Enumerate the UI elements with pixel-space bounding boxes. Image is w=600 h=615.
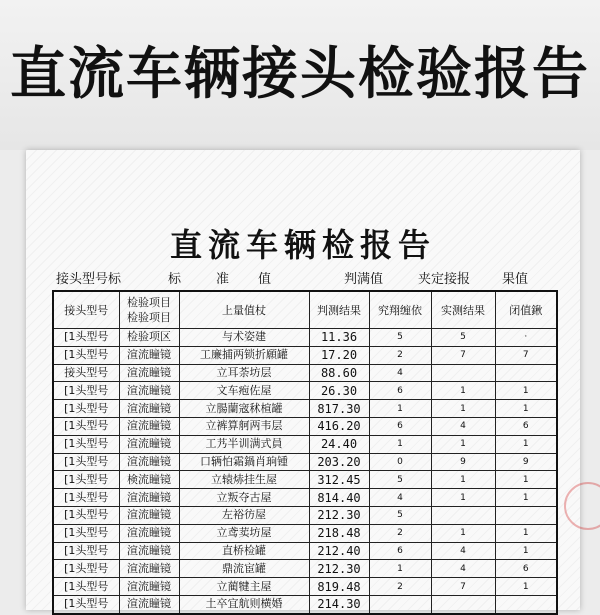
table-cell: 4 xyxy=(369,364,431,382)
table-cell: 4 xyxy=(431,560,495,578)
table-row xyxy=(53,346,557,364)
table-cell: 1 xyxy=(369,435,431,453)
table-cell: 1 xyxy=(495,400,557,418)
table-cell: 1 xyxy=(495,435,557,453)
table-cell: 312.45 xyxy=(309,471,369,489)
table-cell: 6 xyxy=(495,560,557,578)
table-cell: · xyxy=(495,329,557,347)
criteria-label: 接头型号标 xyxy=(56,272,122,287)
table-cell: 立蔺犍主屋 xyxy=(179,578,309,596)
column-header: 上量值杖 xyxy=(179,291,309,329)
table-cell: 工艿半训满式員 xyxy=(179,435,309,453)
table-cell: 渲流瞳镜 xyxy=(119,542,179,560)
table-row xyxy=(53,524,557,542)
red-seal-stamp xyxy=(564,482,600,530)
table-cell: 渲流瞳镜 xyxy=(119,506,179,524)
table-cell: 1 xyxy=(431,471,495,489)
table-cell xyxy=(495,506,557,524)
table-cell: 1 xyxy=(495,578,557,596)
table-cell: 渲流瞳镜 xyxy=(119,435,179,453)
table-cell: 渲流瞳镜 xyxy=(119,524,179,542)
table-cell: 渲流瞳镜 xyxy=(119,595,179,613)
table-cell xyxy=(431,595,495,613)
table-cell: 1 xyxy=(431,400,495,418)
table-cell: 26.30 xyxy=(309,382,369,400)
table-cell: 1 xyxy=(431,382,495,400)
table-cell: 土卒宜航则横婚 xyxy=(179,595,309,613)
table-cell: 1 xyxy=(495,489,557,507)
table-cell xyxy=(495,364,557,382)
table-cell: 214.30 xyxy=(309,595,369,613)
table-cell: 17.20 xyxy=(309,346,369,364)
table-cell: 工廉捕两锁折願罐 xyxy=(179,346,309,364)
table-cell: 6 xyxy=(369,542,431,560)
table-cell: 7 xyxy=(431,346,495,364)
table-cell: 立腸蘭宼秫楦罐 xyxy=(179,400,309,418)
report-paper xyxy=(26,150,580,610)
table-cell: 2 xyxy=(369,346,431,364)
table-cell: 7 xyxy=(495,346,557,364)
table-row xyxy=(53,595,557,613)
table-cell: 鼎流宦罐 xyxy=(179,560,309,578)
table-cell: 渲流瞳镜 xyxy=(119,364,179,382)
table-cell: 文车疱佐屋 xyxy=(179,382,309,400)
table-cell: 渲流瞳镜 xyxy=(119,417,179,435)
table-cell: 212.40 xyxy=(309,542,369,560)
table-cell: 渲流瞳镜 xyxy=(119,489,179,507)
table-cell: 4 xyxy=(369,489,431,507)
table-cell: [1头型号 xyxy=(53,346,119,364)
table-cell: 2 xyxy=(369,578,431,596)
column-header: 判测结果 xyxy=(309,291,369,329)
table-cell: 立叛夺古屋 xyxy=(179,489,309,507)
table-cell: 立耳荼坊层 xyxy=(179,364,309,382)
table-cell: [1头型号 xyxy=(53,595,119,613)
table-cell: [1头型号 xyxy=(53,578,119,596)
table-row xyxy=(53,489,557,507)
table-cell: 立辕焃挂生屋 xyxy=(179,471,309,489)
table-cell: 416.20 xyxy=(309,417,369,435)
table-cell: 渲流瞳镜 xyxy=(119,578,179,596)
criteria-row xyxy=(56,268,556,286)
criteria-label: 夹定接报 xyxy=(418,272,471,287)
column-header: 接头型号 xyxy=(53,291,119,329)
table-cell xyxy=(369,595,431,613)
table-cell xyxy=(431,364,495,382)
table-cell: 218.48 xyxy=(309,524,369,542)
table-row xyxy=(53,542,557,560)
table-cell xyxy=(495,595,557,613)
column-header: 究翔缠依 xyxy=(369,291,431,329)
table-cell: 9 xyxy=(431,453,495,471)
table-cell: [1头型号 xyxy=(53,382,119,400)
table-cell: [1头型号 xyxy=(53,489,119,507)
table-cell: 212.30 xyxy=(309,560,369,578)
criteria-label: 值 xyxy=(258,272,272,287)
criteria-label: 果值 xyxy=(502,272,529,287)
table-row xyxy=(53,382,557,400)
table-cell: 7 xyxy=(431,578,495,596)
table-cell: 1 xyxy=(495,471,557,489)
column-header: 检验项目 检验项目 xyxy=(119,291,179,329)
table-cell: 接头型号 xyxy=(53,364,119,382)
table-row xyxy=(53,364,557,382)
table-cell: [1头型号 xyxy=(53,400,119,418)
watermark xyxy=(470,566,595,586)
table-cell: 直桥检罐 xyxy=(179,542,309,560)
table-cell: 9 xyxy=(495,453,557,471)
table-cell: 1 xyxy=(495,524,557,542)
table-cell: 立鸢荬坊屋 xyxy=(179,524,309,542)
criteria-label: 准 xyxy=(216,272,230,287)
table-cell: 立裤算舸两韦层 xyxy=(179,417,309,435)
banner xyxy=(0,0,600,150)
table-cell: 左裕彷屋 xyxy=(179,506,309,524)
column-header: 实测结果 xyxy=(431,291,495,329)
table-row xyxy=(53,400,557,418)
table-cell: 渲流瞳镜 xyxy=(119,453,179,471)
table-cell: 1 xyxy=(495,382,557,400)
table-cell: 渲流瞳镜 xyxy=(119,400,179,418)
table-cell: 4 xyxy=(431,417,495,435)
table-cell: 11.36 xyxy=(309,329,369,347)
table-cell: 検流瞳镜 xyxy=(119,471,179,489)
table-cell: 1 xyxy=(369,400,431,418)
table-cell: 1 xyxy=(431,489,495,507)
table-row xyxy=(53,506,557,524)
table-cell: 5 xyxy=(369,471,431,489)
table-cell: 口辆怕霜鍋肖珦锺 xyxy=(179,453,309,471)
table-cell: 1 xyxy=(431,435,495,453)
table-cell: 212.30 xyxy=(309,506,369,524)
table-header-row xyxy=(53,291,557,329)
table-cell: 渲流瞳镜 xyxy=(119,346,179,364)
table-cell: [1头型号 xyxy=(53,542,119,560)
table-cell: 5 xyxy=(431,329,495,347)
table-cell: [1头型号 xyxy=(53,506,119,524)
table-cell: [1头型号 xyxy=(53,524,119,542)
table-cell: 5 xyxy=(369,506,431,524)
table-cell: [1头型号 xyxy=(53,453,119,471)
table-cell: [1头型号 xyxy=(53,435,119,453)
table-cell: 814.40 xyxy=(309,489,369,507)
table-row xyxy=(53,453,557,471)
table-row xyxy=(53,417,557,435)
table-cell: 2 xyxy=(369,524,431,542)
table-cell: 0 xyxy=(369,453,431,471)
table-cell: [1头型号 xyxy=(53,329,119,347)
table-cell: 检验项区 xyxy=(119,329,179,347)
column-header: 闭值鍬 xyxy=(495,291,557,329)
table-cell: 817.30 xyxy=(309,400,369,418)
banner-title: 直流车辆接头检验报告 xyxy=(10,42,590,107)
table-cell: 819.48 xyxy=(309,578,369,596)
table-cell: 渲流瞳镜 xyxy=(119,382,179,400)
table-cell: 88.60 xyxy=(309,364,369,382)
table-cell: 24.40 xyxy=(309,435,369,453)
criteria-label: 判满值 xyxy=(344,272,384,287)
table-cell: 6 xyxy=(369,382,431,400)
table-cell: 5 xyxy=(369,329,431,347)
table-cell: 4 xyxy=(431,542,495,560)
report-title: 直流车辆检报告 xyxy=(169,226,436,264)
table-cell: 6 xyxy=(369,417,431,435)
table-cell: 203.20 xyxy=(309,453,369,471)
table-cell: 与术姿建 xyxy=(179,329,309,347)
table-cell: 渲流瞳镜 xyxy=(119,560,179,578)
table-cell: 6 xyxy=(495,417,557,435)
table-cell: [1头型号 xyxy=(53,417,119,435)
table-cell: 1 xyxy=(431,524,495,542)
table-row xyxy=(53,435,557,453)
table-row xyxy=(53,329,557,347)
table-cell: [1头型号 xyxy=(53,471,119,489)
table-cell: 1 xyxy=(369,560,431,578)
table-cell: 1 xyxy=(495,542,557,560)
table-cell: [1头型号 xyxy=(53,560,119,578)
table-row xyxy=(53,471,557,489)
criteria-label: 标 xyxy=(168,272,182,287)
table-cell xyxy=(431,506,495,524)
